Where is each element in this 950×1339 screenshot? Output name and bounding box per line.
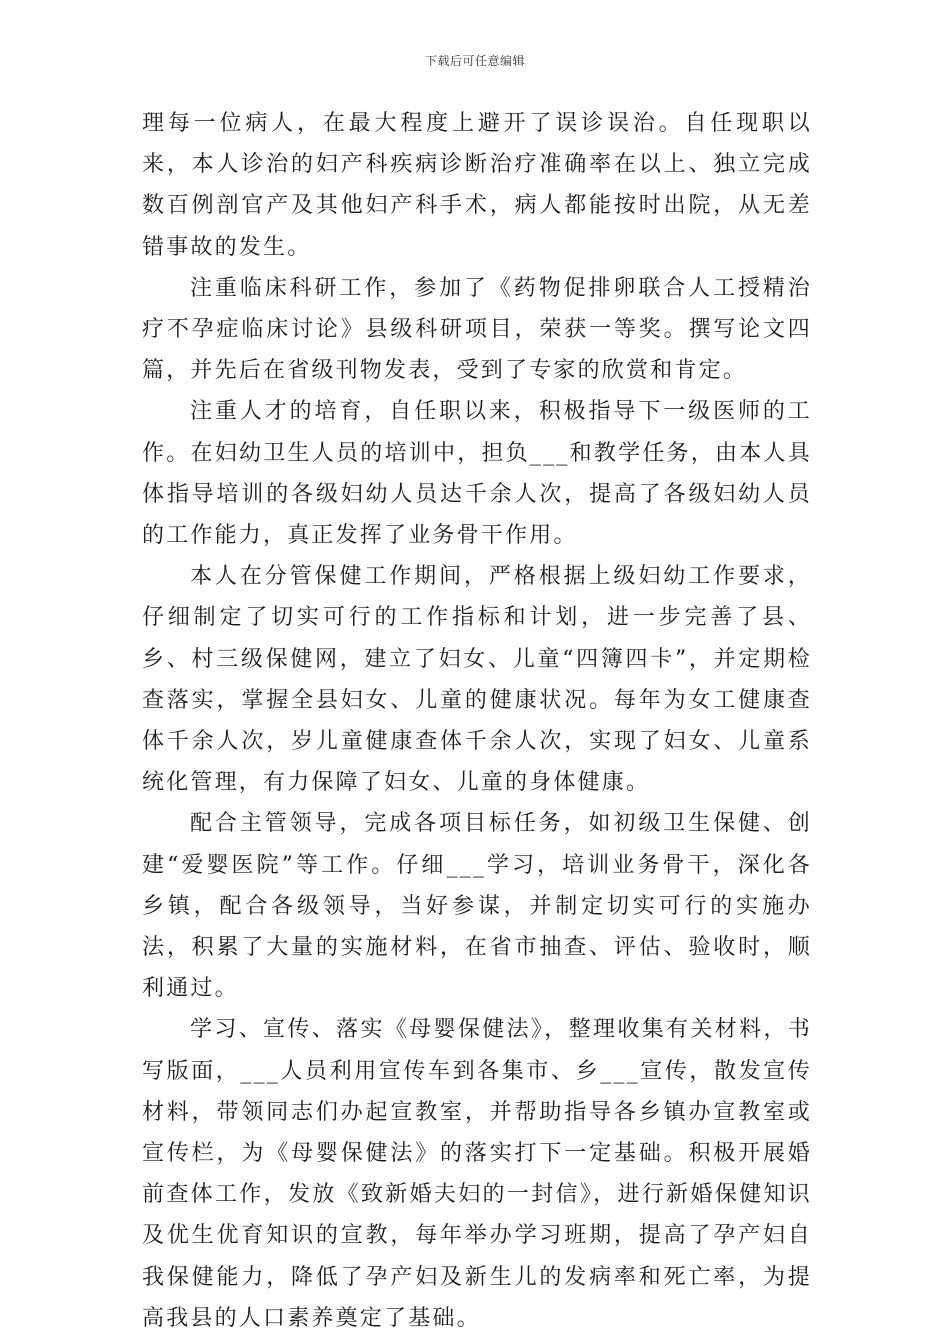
paragraph-5: 配合主管领导，完成各项目标任务，如初级卫生保健、创建“爱婴医院”等工作。仔细___学习，培训业务骨干，深化各乡镇，配合各级领导，当好参谋，并制定切实可行的实施办法，积累了大量的实施材料，在省市抽查、评估、验收时，顺利通过。 [142,811,812,1002]
paragraph-2: 注重临床科研工作，参加了《药物促排卵联合人工授精治疗不孕症临床讨论》县级科研项目，荣获一等奖。撰写论文四篇，并先后在省级刊物发表，受到了专家的欣赏和肯定。 [142,275,812,384]
paragraph-6: 学习、宣传、落实《母婴保健法》，整理收集有关材料，书写版面，___人员利用宣传车到各集市、乡___宣传，散发宣传材料，带领同志们办起宣教室，并帮助指导各乡镇办宣教室或宣传栏，为《母婴保健法》的落实打下一定基础。积极开展婚前查体工作，发放《致新婚夫妇的一封信》，进行新婚保健知识及优生优育知识的宣教，每年举办学习班期，提高了孕产妇自我保健能力，降低了孕产妇及新生儿的发病率和死亡率，为提高我县的人口素养奠定了基础。 [142,1017,812,1331]
paragraph-3: 注重人才的培育，自任职以来，积极指导下一级医师的工作。在妇幼卫生人员的培训中，担负___和教学任务，由本人具体指导培训的各级妇幼人员达千余人次，提高了各级妇幼人员的工作能力，真正发挥了业务骨干作用。 [142,399,812,549]
page-header: 下载后可任意编辑 [424,54,525,68]
document-body [142,103,812,1339]
paragraph-4: 本人在分管保健工作期间，严格根据上级妇幼工作要求，仔细制定了切实可行的工作指标和计划，进一步完善了县、乡、村三级保健网，建立了妇女、儿童“四簿四卡”，并定期检查落实，掌握全县妇女、儿童的健康状况。每年为女工健康查体千余人次，岁儿童健康查体千余人次，实现了妇女、儿童系统化管理，有力保障了妇女、儿童的身体健康。 [142,564,812,796]
paragraph-1: 理每一位病人，在最大程度上避开了误诊误治。自任现职以来，本人诊治的妇产科疾病诊断治疗准确率在以上、独立完成数百例剖官产及其他妇产科手术，病人都能按时出院，从无差错事故的发生。 [142,111,812,260]
